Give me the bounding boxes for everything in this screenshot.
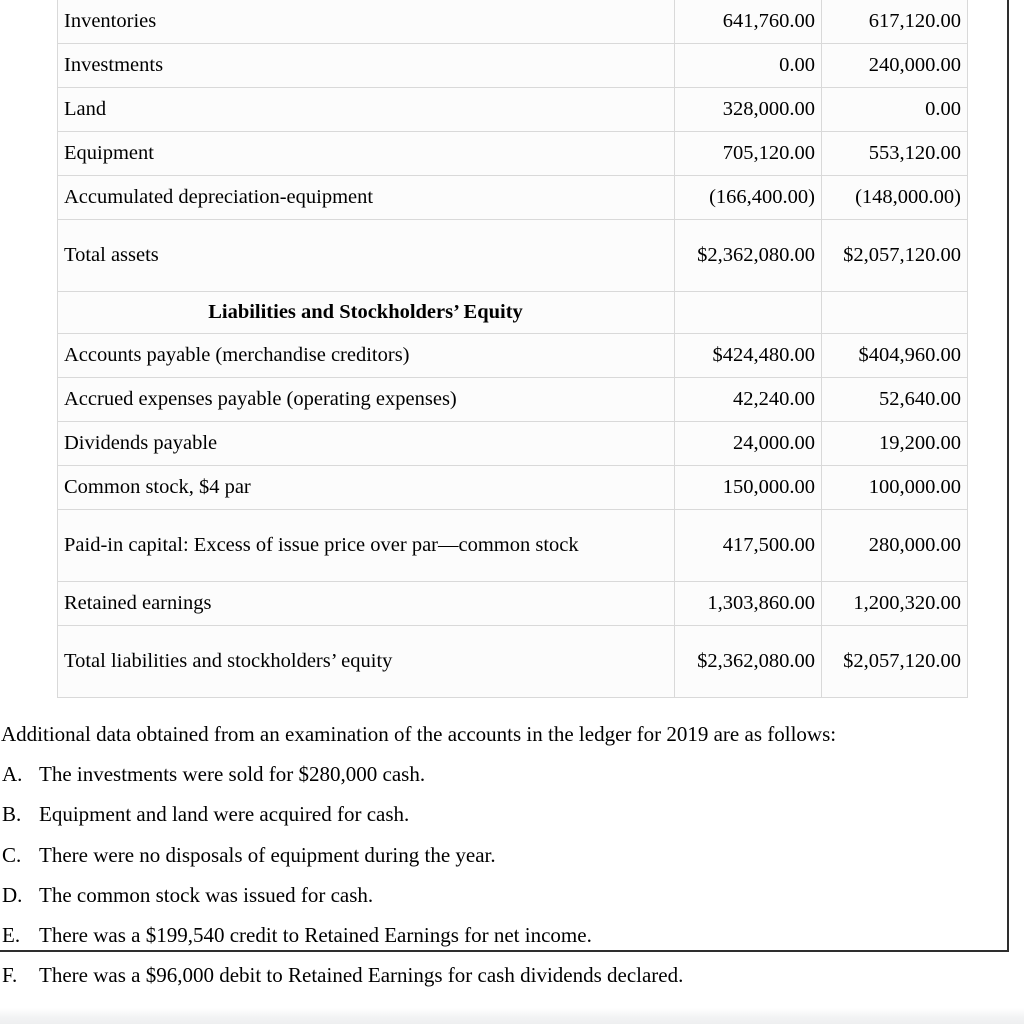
- row-prior: 280,000.00: [822, 510, 968, 582]
- list-item-marker: D.: [2, 882, 23, 907]
- list-item-text: Equipment and land were acquired for cash.: [39, 802, 410, 827]
- row-current: 42,240.00: [675, 378, 822, 422]
- row-label: Paid-in capital: Excess of issue price over par—common stock: [58, 510, 675, 582]
- list-item-marker: E.: [2, 922, 21, 947]
- row-prior: $2,057,120.00: [822, 220, 968, 292]
- row-prior: $404,960.00: [822, 334, 968, 378]
- row-label: Total liabilities and stockholders’ equity: [58, 626, 675, 698]
- row-current: 150,000.00: [675, 466, 822, 510]
- row-label: Total assets: [58, 220, 675, 292]
- table-row: [58, 132, 968, 176]
- row-label: Accrued expenses payable (operating expenses): [58, 378, 675, 422]
- row-label: Accumulated depreciation-equipment: [58, 176, 675, 220]
- balance-sheet-body: [58, 0, 968, 698]
- list-item: [0, 843, 1000, 868]
- table-row: [58, 422, 968, 466]
- list-item-text: There was a $199,540 credit to Retained Earnings for net income.: [39, 922, 592, 947]
- list-item: [0, 802, 1000, 827]
- row-prior: (148,000.00): [822, 176, 968, 220]
- row-current: 0.00: [675, 44, 822, 88]
- section-header-prior: [822, 292, 968, 334]
- row-label: Equipment: [58, 132, 675, 176]
- row-prior: 52,640.00: [822, 378, 968, 422]
- row-label: Accounts payable (merchandise creditors): [58, 334, 675, 378]
- table-row-section-header: [58, 292, 968, 334]
- balance-sheet-table-wrapper: [57, 0, 967, 698]
- list-item-marker: F.: [2, 963, 18, 988]
- list-item-marker: B.: [2, 802, 22, 827]
- list-item-marker: C.: [2, 842, 22, 867]
- row-prior: 1,200,320.00: [822, 582, 968, 626]
- row-prior: 19,200.00: [822, 422, 968, 466]
- row-current: $2,362,080.00: [675, 220, 822, 292]
- list-item-marker: A.: [2, 762, 23, 787]
- table-row: [58, 0, 968, 44]
- table-row: [58, 466, 968, 510]
- balance-sheet-table: [57, 0, 968, 698]
- section-header-current: [675, 292, 822, 334]
- list-item: [0, 963, 1000, 988]
- page-bottom-strip: [0, 1008, 1024, 1024]
- row-prior: $2,057,120.00: [822, 626, 968, 698]
- row-current: 417,500.00: [675, 510, 822, 582]
- table-row-paid-in-capital: [58, 510, 968, 582]
- row-current: $2,362,080.00: [675, 626, 822, 698]
- row-current: (166,400.00): [675, 176, 822, 220]
- section-header-label: Liabilities and Stockholders’ Equity: [58, 292, 675, 334]
- table-row: [58, 582, 968, 626]
- row-prior: 0.00: [822, 88, 968, 132]
- row-current: 328,000.00: [675, 88, 822, 132]
- list-item: [0, 883, 1000, 908]
- row-prior: 617,120.00: [822, 0, 968, 44]
- row-prior: 100,000.00: [822, 466, 968, 510]
- row-current: $424,480.00: [675, 334, 822, 378]
- row-label: Retained earnings: [58, 582, 675, 626]
- row-label: Land: [58, 88, 675, 132]
- list-item-text: There were no disposals of equipment during the year.: [39, 842, 496, 867]
- row-current: 641,760.00: [675, 0, 822, 44]
- page-border-right: [1007, 0, 1009, 952]
- table-row: [58, 88, 968, 132]
- additional-data-intro: Additional data obtained from an examination of the accounts in the ledger for 2019 are as follows:: [1, 722, 837, 746]
- row-label: Investments: [58, 44, 675, 88]
- row-current: 705,120.00: [675, 132, 822, 176]
- row-current: 24,000.00: [675, 422, 822, 466]
- row-current: 1,303,860.00: [675, 582, 822, 626]
- table-row-total-liabilities-equity: [58, 626, 968, 698]
- row-label: Common stock, $4 par: [58, 466, 675, 510]
- row-prior: 553,120.00: [822, 132, 968, 176]
- list-item-text: The common stock was issued for cash.: [39, 882, 374, 907]
- list-item-text: There was a $96,000 debit to Retained Earnings for cash dividends declared.: [39, 963, 684, 988]
- table-row: [58, 44, 968, 88]
- list-item: [0, 762, 1000, 787]
- list-item: [0, 923, 1000, 948]
- table-row: [58, 334, 968, 378]
- table-row-total-assets: [58, 220, 968, 292]
- table-row: [58, 176, 968, 220]
- additional-data-section: [0, 722, 1000, 988]
- table-row: [58, 378, 968, 422]
- list-item-text: The investments were sold for $280,000 cash.: [39, 762, 426, 787]
- row-label: Dividends payable: [58, 422, 675, 466]
- row-label: Inventories: [58, 0, 675, 44]
- row-prior: 240,000.00: [822, 44, 968, 88]
